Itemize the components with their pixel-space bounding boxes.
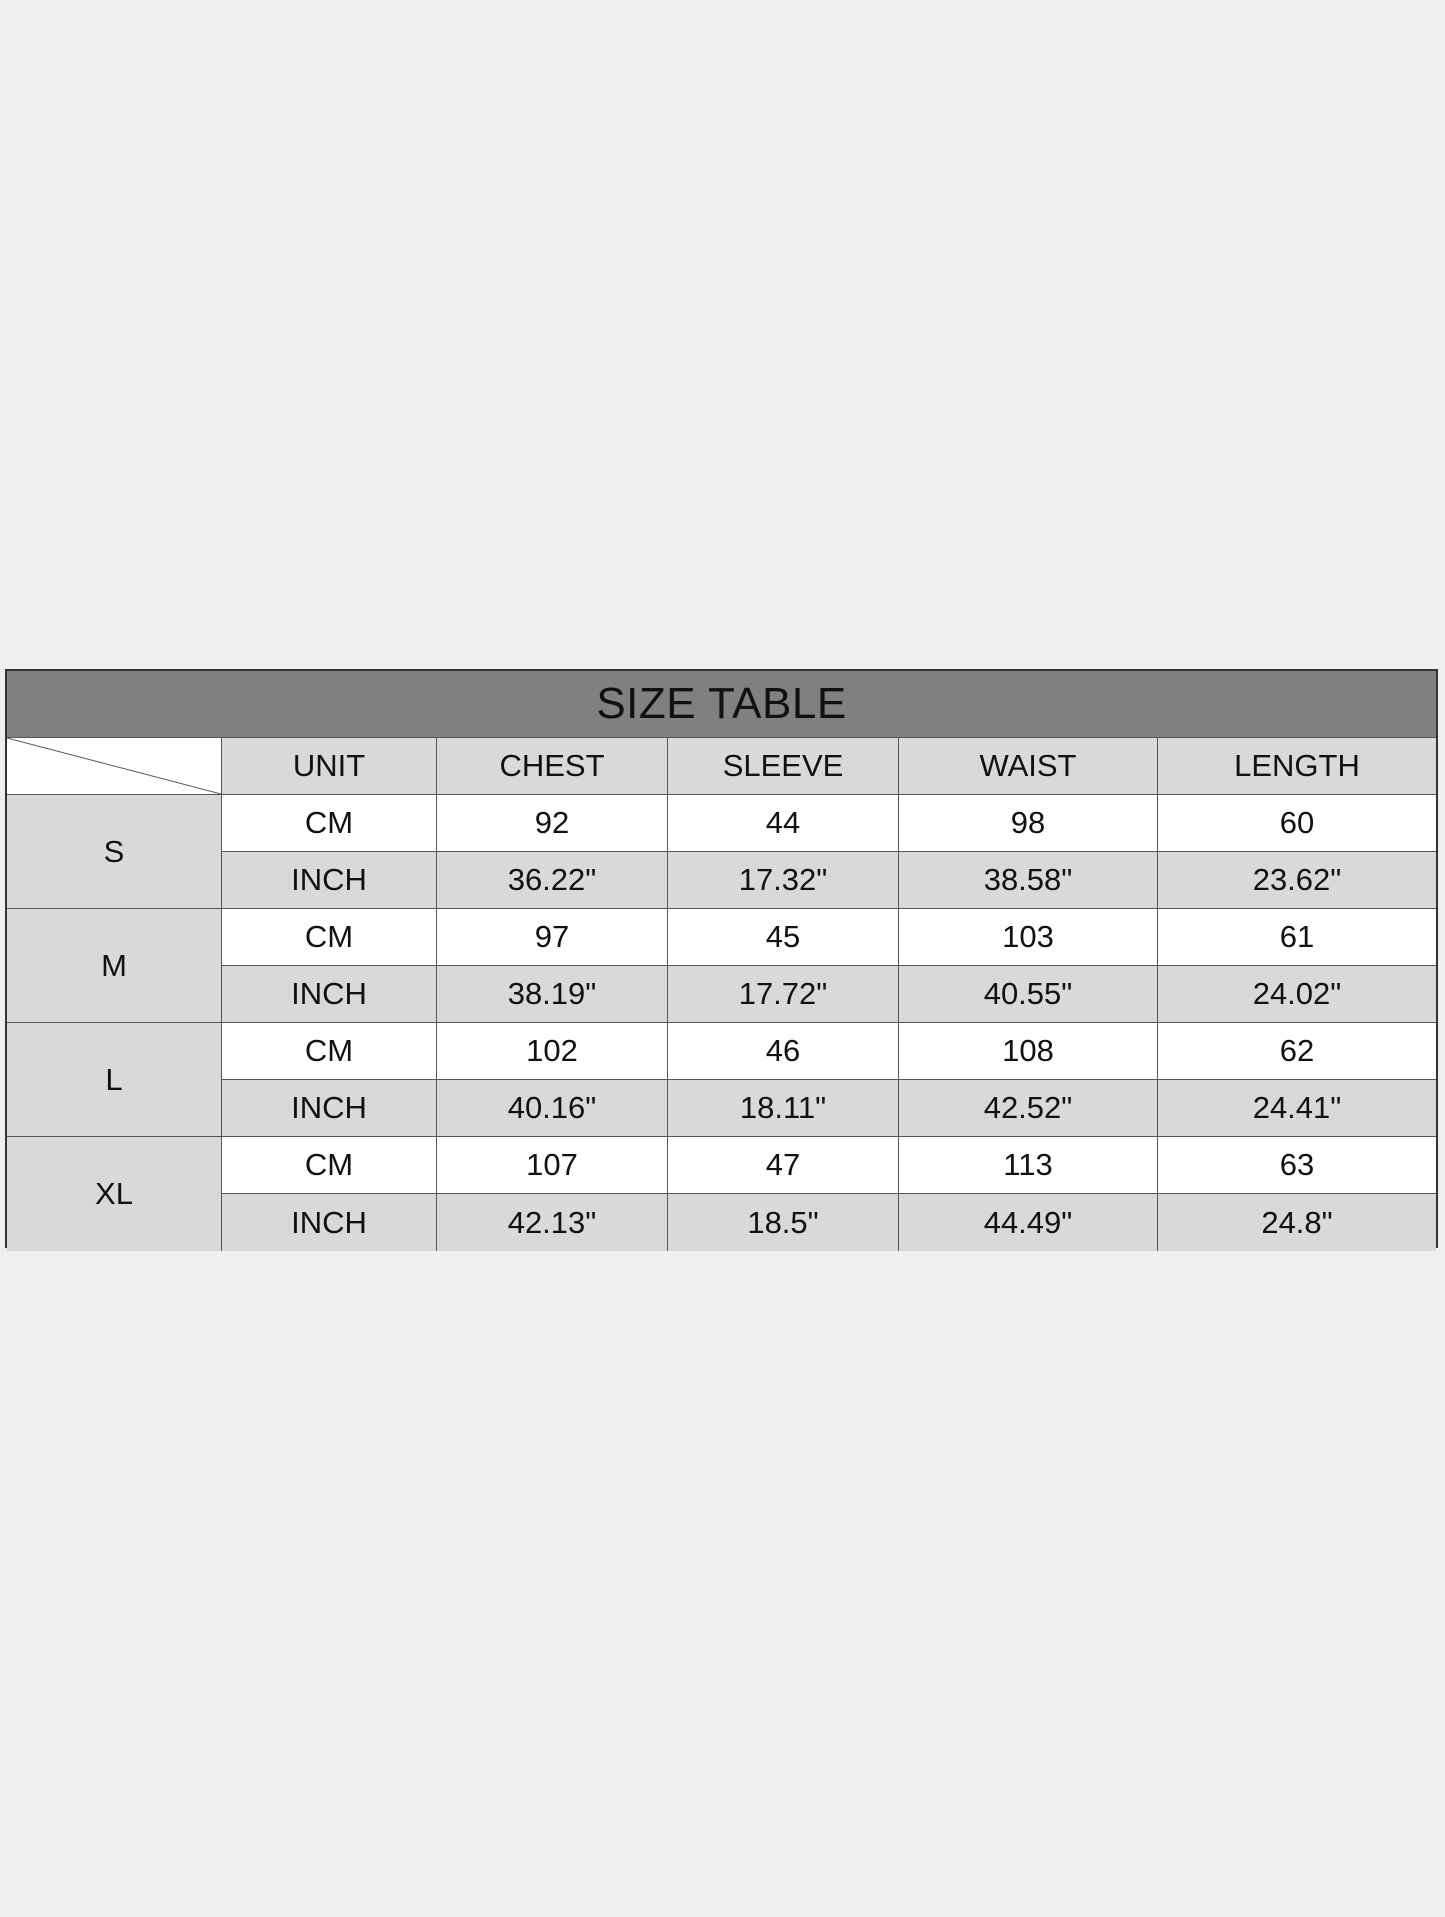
size-label-l: L bbox=[7, 1023, 222, 1137]
chest-cell: 42.13" bbox=[437, 1194, 668, 1251]
sleeve-cell: 17.32" bbox=[668, 852, 899, 909]
sleeve-cell: 46 bbox=[668, 1023, 899, 1080]
sleeve-cell: 44 bbox=[668, 795, 899, 852]
length-cell: 24.8" bbox=[1158, 1194, 1436, 1251]
length-cell: 24.41" bbox=[1158, 1080, 1436, 1137]
table-title-bar bbox=[7, 671, 1436, 738]
length-cell: 60 bbox=[1158, 795, 1436, 852]
length-cell: 62 bbox=[1158, 1023, 1436, 1080]
sleeve-cell: 18.11" bbox=[668, 1080, 899, 1137]
sleeve-cell: 47 bbox=[668, 1137, 899, 1194]
unit-cell: INCH bbox=[222, 1080, 437, 1137]
size-label-m: M bbox=[7, 909, 222, 1023]
size-grid bbox=[7, 738, 1436, 1246]
waist-cell: 108 bbox=[899, 1023, 1158, 1080]
header-sleeve: SLEEVE bbox=[668, 738, 899, 795]
diagonal-divider bbox=[7, 738, 221, 794]
sleeve-cell: 45 bbox=[668, 909, 899, 966]
waist-cell: 44.49" bbox=[899, 1194, 1158, 1251]
unit-cell: INCH bbox=[222, 852, 437, 909]
length-cell: 24.02" bbox=[1158, 966, 1436, 1023]
chest-cell: 38.19" bbox=[437, 966, 668, 1023]
unit-cell: CM bbox=[222, 1023, 437, 1080]
waist-cell: 103 bbox=[899, 909, 1158, 966]
header-chest: CHEST bbox=[437, 738, 668, 795]
header-waist: WAIST bbox=[899, 738, 1158, 795]
sleeve-cell: 17.72" bbox=[668, 966, 899, 1023]
waist-cell: 113 bbox=[899, 1137, 1158, 1194]
chest-cell: 107 bbox=[437, 1137, 668, 1194]
chest-cell: 102 bbox=[437, 1023, 668, 1080]
waist-cell: 98 bbox=[899, 795, 1158, 852]
size-table bbox=[5, 669, 1438, 1248]
length-cell: 61 bbox=[1158, 909, 1436, 966]
chest-cell: 97 bbox=[437, 909, 668, 966]
table-title: SIZE TABLE bbox=[596, 679, 847, 728]
length-cell: 23.62" bbox=[1158, 852, 1436, 909]
waist-cell: 38.58" bbox=[899, 852, 1158, 909]
chest-cell: 36.22" bbox=[437, 852, 668, 909]
unit-cell: CM bbox=[222, 909, 437, 966]
chest-cell: 40.16" bbox=[437, 1080, 668, 1137]
header-length: LENGTH bbox=[1158, 738, 1436, 795]
length-cell: 63 bbox=[1158, 1137, 1436, 1194]
size-label-s: S bbox=[7, 795, 222, 909]
corner-cell bbox=[7, 738, 222, 795]
size-label-xl: XL bbox=[7, 1137, 222, 1251]
waist-cell: 40.55" bbox=[899, 966, 1158, 1023]
chest-cell: 92 bbox=[437, 795, 668, 852]
sleeve-cell: 18.5" bbox=[668, 1194, 899, 1251]
waist-cell: 42.52" bbox=[899, 1080, 1158, 1137]
header-unit: UNIT bbox=[222, 738, 437, 795]
unit-cell: CM bbox=[222, 1137, 437, 1194]
unit-cell: INCH bbox=[222, 966, 437, 1023]
unit-cell: INCH bbox=[222, 1194, 437, 1251]
unit-cell: CM bbox=[222, 795, 437, 852]
